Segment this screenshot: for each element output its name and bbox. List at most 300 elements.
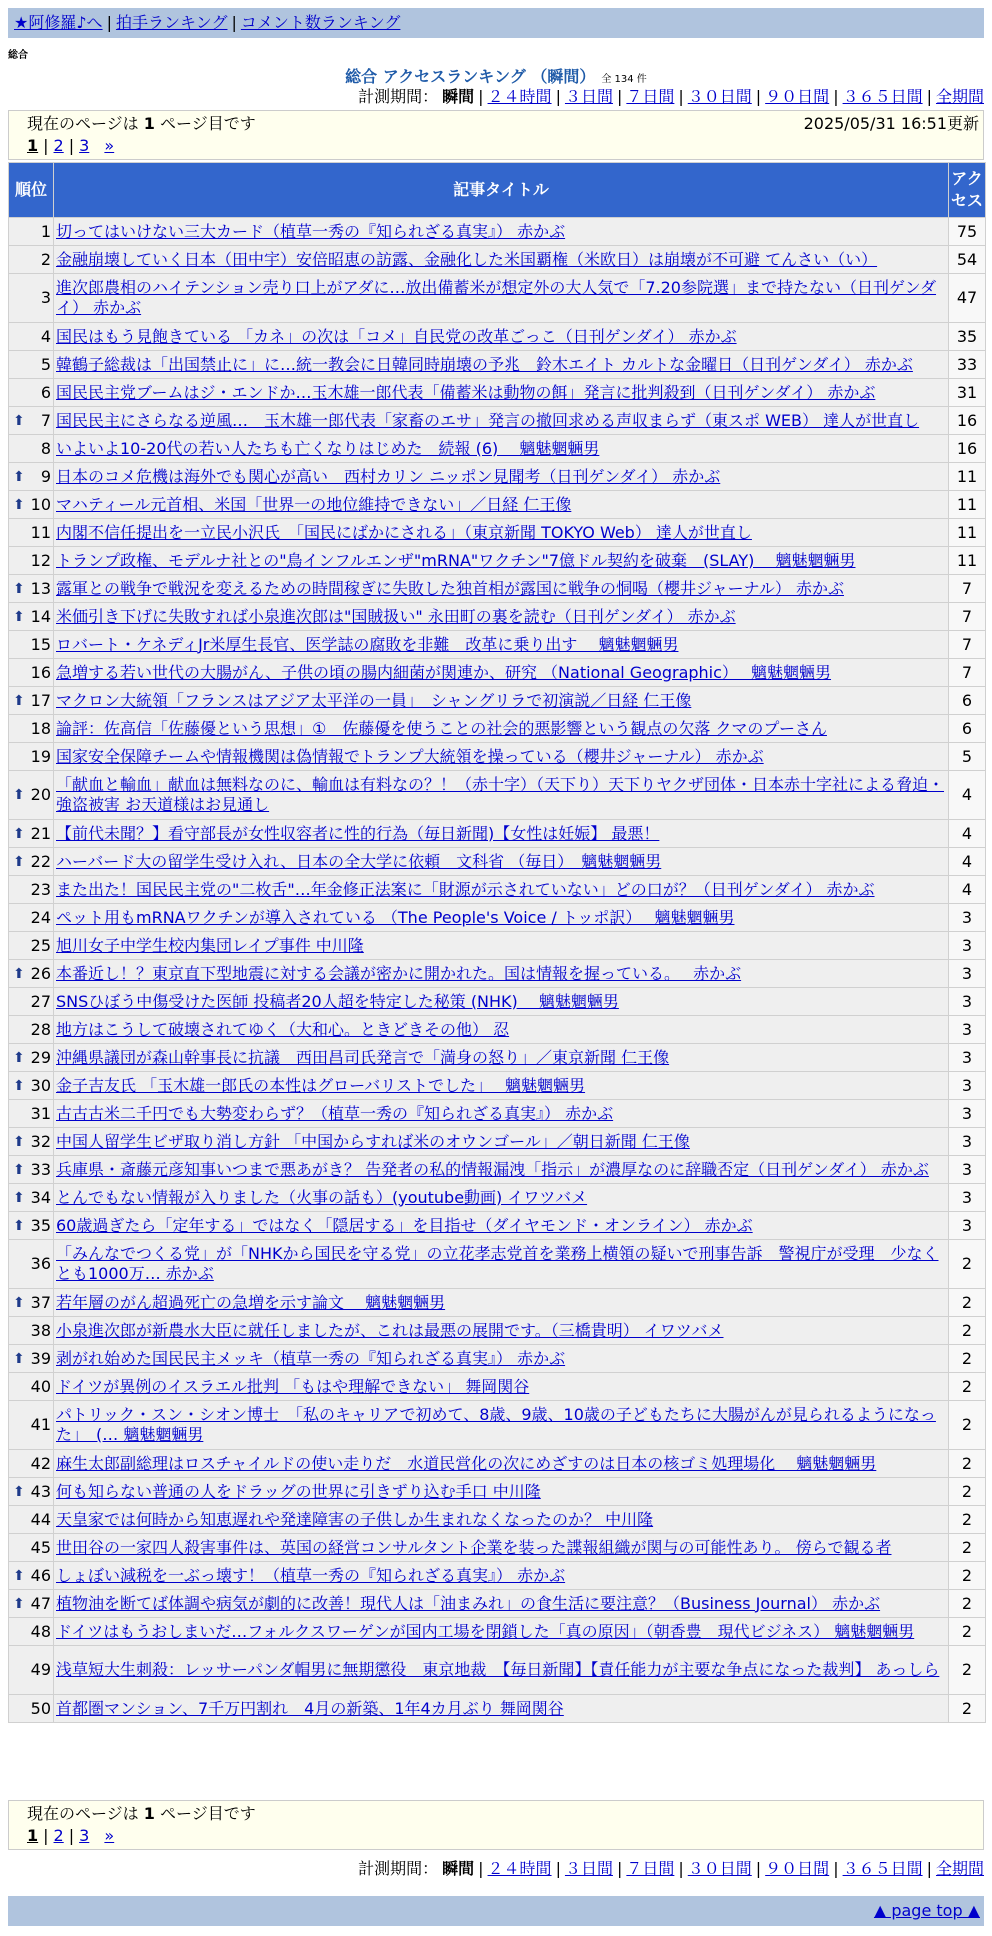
- pager-link-2[interactable]: 2: [53, 136, 64, 155]
- rank-cell: [9, 463, 53, 490]
- article-link[interactable]: 露軍との戦争で戦況を変えるための時間稼ぎに失敗した独首相が露国に戦争の恫喝（櫻井ジャーナル） 赤かぶ: [56, 578, 844, 598]
- page-info-top: [8, 110, 984, 160]
- rank-number: 25: [30, 935, 51, 955]
- article-link[interactable]: 論評：佐高信「佐藤優という思想」① 佐藤優を使うことの社会的悪影響という観点の欠落 クマのプーさん: [56, 718, 827, 738]
- nav-link-comment-ranking[interactable]: コメント数ランキング: [240, 13, 401, 32]
- access-count: 6: [949, 687, 985, 714]
- access-count: 2: [949, 1450, 985, 1477]
- rank-up-arrow-icon: ⬆: [13, 1077, 25, 1094]
- access-count: 2: [949, 1478, 985, 1505]
- access-count: 3: [949, 1044, 985, 1071]
- title-cell: [54, 379, 948, 406]
- rank-number: 43: [30, 1481, 51, 1501]
- table-row: [9, 379, 985, 406]
- rank-number: 6: [40, 382, 51, 402]
- rank-cell: [9, 274, 53, 322]
- article-link[interactable]: ドイツはもうおしまいだ…フォルクスワーゲンが国内工場を閉鎖した「真の原因」（朝香豊 現代ビジネス） 魑魅魍魎男: [56, 1621, 915, 1641]
- rank-up-arrow-icon: ⬆: [13, 1161, 25, 1178]
- rank-cell: [9, 575, 53, 602]
- period-link-3d[interactable]: ３日間: [564, 1859, 613, 1878]
- title-cell: [54, 848, 948, 875]
- title-cell: [54, 1562, 948, 1589]
- rank-number: 40: [30, 1376, 51, 1396]
- rank-number: 3: [40, 288, 51, 307]
- title-cell: [54, 1618, 948, 1645]
- article-link[interactable]: 剥がれ始めた国民民主メッキ（植草一秀の『知られざる真実』） 赤かぶ: [56, 1348, 566, 1368]
- rank-cell: [9, 876, 53, 903]
- rank-cell: [9, 1401, 53, 1449]
- article-link[interactable]: 国家安全保障チームや情報機関は偽情報でトランプ大統領を操っている（櫻井ジャーナル） 赤かぶ: [56, 746, 764, 766]
- rank-number: 14: [30, 606, 51, 626]
- access-count: 2: [949, 1618, 985, 1645]
- title-cell: [54, 1695, 948, 1722]
- access-count: 3: [949, 1184, 985, 1211]
- rank-number: 35: [30, 1215, 51, 1235]
- table-row: [9, 323, 985, 350]
- rank-up-arrow-icon: ⬆: [13, 580, 25, 597]
- table-row: [9, 631, 985, 658]
- period-link-365d[interactable]: ３６５日間: [842, 1859, 923, 1878]
- pager-next[interactable]: »: [104, 136, 115, 155]
- rank-number: 13: [30, 578, 51, 598]
- rank-number: 26: [30, 963, 51, 983]
- rank-up-arrow-icon: ⬆: [13, 692, 25, 709]
- article-link[interactable]: 植物油を断てば体調や病気が劇的に改善！現代人は「油まみれ」の食生活に要注意？（Business Journal） 赤かぶ: [56, 1593, 881, 1613]
- table-row: [9, 1184, 985, 1211]
- rank-number: 5: [40, 354, 51, 374]
- period-selector-bottom: 計測期間： 瞬間 | ２４時間 | ３日間 | ７日間 | ３０日間 | ９０日間 | ３６５日間 | 全期間: [358, 1859, 984, 1878]
- rank-cell: [9, 1478, 53, 1505]
- table-row: [9, 960, 985, 987]
- access-count: 3: [949, 1016, 985, 1043]
- title-cell: [54, 904, 948, 931]
- rank-cell: [9, 1590, 53, 1617]
- access-count: 2: [949, 1240, 985, 1288]
- table-row: [9, 274, 985, 322]
- table-row: [9, 1072, 985, 1099]
- article-link[interactable]: パトリック・スン・シオン博士 「私のキャリアで初めて、8歳、9歳、10歳の子どもたちに大腸がんが見られるようになった」 (… 魑魅魍魎男: [56, 1405, 936, 1444]
- rank-cell: [9, 1534, 53, 1561]
- rank-number: 32: [30, 1131, 51, 1151]
- access-count: 54: [949, 246, 985, 273]
- table-row: [9, 1044, 985, 1071]
- access-count: 2: [949, 1562, 985, 1589]
- period-link-365d[interactable]: ３６５日間: [842, 87, 923, 106]
- access-count: 33: [949, 351, 985, 378]
- rank-cell: [9, 1695, 53, 1722]
- table-row: [9, 771, 985, 819]
- pager-link-1[interactable]: 1: [27, 136, 39, 155]
- access-count: 11: [949, 463, 985, 490]
- ranking-heading: [0, 64, 992, 87]
- rank-cell: [9, 1618, 53, 1645]
- rank-number: 38: [30, 1320, 51, 1340]
- article-link[interactable]: 世田谷の一家四人殺害事件は、英国の経営コンサルタント企業を装った諜報組織が関与の可能性あり。 傍らで観る者: [56, 1537, 892, 1557]
- rank-cell: [9, 687, 53, 714]
- rank-number: 28: [30, 1019, 51, 1039]
- total-count: 全 134 件: [601, 74, 647, 85]
- access-count: 3: [949, 988, 985, 1015]
- table-row: [9, 407, 985, 434]
- period-link-7d[interactable]: ７日間: [626, 87, 675, 106]
- header-title: 記事タイトル: [54, 163, 948, 217]
- title-cell: [54, 1478, 948, 1505]
- access-count: 3: [949, 1212, 985, 1239]
- rank-up-arrow-icon: ⬆: [13, 468, 25, 485]
- table-row: [9, 1128, 985, 1155]
- rank-number: 49: [30, 1660, 51, 1679]
- updated-timestamp: 2025/05/31 16:51更新: [803, 114, 979, 133]
- article-link[interactable]: 金融崩壊していく日本（田中宇）安倍昭恵の訪露、金融化した米国覇権（米欧日）は崩壊が不可避 てんさい（い）: [56, 249, 878, 269]
- table-row: [9, 876, 985, 903]
- rank-number: 21: [30, 823, 51, 843]
- title-cell: [54, 1373, 948, 1400]
- table-row: [9, 1289, 985, 1316]
- table-row: [9, 1317, 985, 1344]
- rank-cell: [9, 603, 53, 630]
- title-cell: [54, 659, 948, 686]
- top-nav-bar: [8, 8, 984, 38]
- access-count: 3: [949, 1072, 985, 1099]
- rank-cell: [9, 519, 53, 546]
- title-cell: [54, 1240, 948, 1288]
- rank-cell: [9, 246, 53, 273]
- table-row: [9, 547, 985, 574]
- rank-cell: [9, 1506, 53, 1533]
- table-row: [9, 659, 985, 686]
- rank-cell: [9, 932, 53, 959]
- rank-number: 50: [30, 1698, 51, 1718]
- table-row: [9, 351, 985, 378]
- access-count: 16: [949, 435, 985, 462]
- access-count: 3: [949, 1128, 985, 1155]
- rank-cell: [9, 659, 53, 686]
- rank-number: 47: [30, 1593, 51, 1613]
- title-cell: [54, 491, 948, 518]
- article-link[interactable]: 米価引き下げに失敗すれば小泉進次郎は"国賊扱い" 永田町の裏を読む（日刊ゲンダイ） 赤かぶ: [56, 606, 736, 626]
- access-count: 2: [949, 1289, 985, 1316]
- article-link[interactable]: 小泉進次郎が新農水大臣に就任しましたが、これは最悪の展開です。（三橋貴明） イワツバメ: [56, 1320, 724, 1340]
- rank-number: 22: [30, 851, 51, 871]
- current-page-text: 現在のページは 1 ページ目です: [27, 1804, 256, 1823]
- rank-number: 27: [30, 991, 51, 1011]
- article-link[interactable]: 【前代未聞？】看守部長が女性収容者に性的行為（毎日新聞)【女性は妊娠】 最悪！: [56, 823, 660, 843]
- rank-cell: [9, 743, 53, 770]
- rank-up-arrow-icon: ⬆: [13, 1567, 25, 1584]
- ranking-body: [9, 218, 985, 1722]
- period-link-30d[interactable]: ３０日間: [687, 87, 752, 106]
- header-rank: 順位: [9, 163, 53, 217]
- table-row: [9, 519, 985, 546]
- rank-up-arrow-icon: ⬆: [13, 1595, 25, 1612]
- rank-cell: [9, 1289, 53, 1316]
- article-link[interactable]: 地方はこうして破壊されてゆく（大和心。ときどきその他） 忍: [56, 1019, 510, 1039]
- access-count: 3: [949, 960, 985, 987]
- rank-cell: [9, 1100, 53, 1127]
- article-link[interactable]: 首都圏マンション、7千万円割れ 4月の新築、1年4カ月ぶり 舞岡関谷: [56, 1698, 564, 1718]
- access-count: 2: [949, 1401, 985, 1449]
- rank-cell: [9, 435, 53, 462]
- table-row: [9, 463, 985, 490]
- access-count: 6: [949, 715, 985, 742]
- access-count: 3: [949, 904, 985, 931]
- article-link[interactable]: 「みんなでつくる党」が「NHKから国民を守る党」の立花孝志党首を業務上横領の疑いで刑事告訴 警視庁が受理 少なくとも1000万… 赤かぶ: [56, 1244, 939, 1283]
- rank-cell: [9, 1184, 53, 1211]
- access-count: 11: [949, 519, 985, 546]
- pager-link-1[interactable]: 1: [27, 1826, 39, 1845]
- title-cell: [54, 988, 948, 1015]
- rank-cell: [9, 904, 53, 931]
- article-link[interactable]: 進次郎農相のハイテンション売り口上がアダに…放出備蓄米が想定外の大人気で「7.20参院選」まで持たない（日刊ゲンダイ） 赤かぶ: [56, 278, 937, 317]
- rank-cell: [9, 1450, 53, 1477]
- title-cell: [54, 1072, 948, 1099]
- rank-cell: [9, 218, 53, 245]
- pager-bottom: 1 | 2 | 3 »: [27, 1826, 115, 1845]
- rank-number: 29: [30, 1047, 51, 1067]
- article-link[interactable]: 沖縄県議団が森山幹事長に抗議 西田昌司氏発言で「満身の怒り」／東京新聞 仁王像: [56, 1047, 670, 1067]
- article-link[interactable]: 本番近し！？東京直下型地震に対する会議が密かに開かれた。国は情報を握っている。 赤かぶ: [56, 963, 742, 983]
- access-count: 16: [949, 407, 985, 434]
- period-current: 瞬間: [442, 1859, 475, 1878]
- title-cell: [54, 1506, 948, 1533]
- article-link[interactable]: 60歳過ぎたら「定年する」ではなく「隠居する」を目指せ（ダイヤモンド・オンライン） 赤かぶ: [56, 1215, 753, 1235]
- article-link[interactable]: ペット用もmRNAワクチンが導入されている （The People's Voice / トッポ訳） 魑魅魍魎男: [56, 907, 735, 927]
- rank-number: 7: [40, 410, 51, 430]
- rank-cell: [9, 1240, 53, 1288]
- access-count: 2: [949, 1646, 985, 1694]
- period-link-all[interactable]: 全期間: [935, 1859, 984, 1878]
- title-cell: [54, 743, 948, 770]
- title-cell: [54, 1534, 948, 1561]
- access-count: 2: [949, 1534, 985, 1561]
- table-row: [9, 1240, 985, 1288]
- access-count: 7: [949, 575, 985, 602]
- access-count: 75: [949, 218, 985, 245]
- article-link[interactable]: 国民はもう見飽きている 「カネ」の次は「コメ」自民党の改革ごっこ（日刊ゲンダイ） 赤かぶ: [56, 326, 737, 346]
- access-count: 47: [949, 274, 985, 322]
- rank-cell: [9, 1212, 53, 1239]
- article-link[interactable]: 切ってはいけない三大カード（植草一秀の『知られざる真実』） 赤かぶ: [56, 221, 566, 241]
- title-cell: [54, 1100, 948, 1127]
- rank-cell: [9, 1373, 53, 1400]
- title-cell: [54, 1646, 948, 1694]
- article-link[interactable]: 古古古米二千円でも大勢変わらず？（植草一秀の『知られざる真実』） 赤かぶ: [56, 1103, 614, 1123]
- article-link[interactable]: マハティール元首相、米国「世界一の地位維持できない」／日経 仁王像: [56, 494, 572, 514]
- bottom-bar: [8, 1896, 984, 1926]
- rank-cell: [9, 631, 53, 658]
- rank-number: 23: [30, 879, 51, 899]
- page-info-bottom: [8, 1800, 984, 1850]
- rank-number: 18: [30, 718, 51, 738]
- article-link[interactable]: 何も知らない普通の人をドラッグの世界に引きずり込む手口 中川隆: [56, 1481, 541, 1501]
- period-link-30d[interactable]: ３０日間: [687, 1859, 752, 1878]
- table-row: [9, 1506, 985, 1533]
- article-link[interactable]: 麻生太郎副総理はロスチャイルドの使い走りだ 水道民営化の次にめざすのは日本の核ゴミ処理場化 魑魅魍魎男: [56, 1453, 877, 1473]
- table-row: [9, 1590, 985, 1617]
- rank-up-arrow-icon: ⬆: [13, 1217, 25, 1234]
- access-count: 7: [949, 603, 985, 630]
- article-link[interactable]: 日本のコメ危機は海外でも関心が高い 西村カリン ニッポン見聞考（日刊ゲンダイ） 赤かぶ: [56, 466, 721, 486]
- table-row: [9, 1646, 985, 1694]
- title-cell: [54, 932, 948, 959]
- title-cell: [54, 323, 948, 350]
- table-row: [9, 848, 985, 875]
- rank-cell: [9, 1016, 53, 1043]
- table-row: [9, 1562, 985, 1589]
- article-link[interactable]: 若年層のがん超過死亡の急増を示す論文 魑魅魍魎男: [56, 1292, 446, 1312]
- table-row: [9, 1100, 985, 1127]
- access-count: 4: [949, 848, 985, 875]
- pager-next[interactable]: »: [104, 1826, 115, 1845]
- period-label: 計測期間：: [358, 1859, 439, 1878]
- pager-link-3[interactable]: 3: [79, 136, 90, 155]
- period-link-7d[interactable]: ７日間: [626, 1859, 675, 1878]
- rank-cell: [9, 1345, 53, 1372]
- ranking-table: [8, 162, 986, 1723]
- rank-cell: [9, 848, 53, 875]
- access-count: 4: [949, 820, 985, 847]
- pager-link-3[interactable]: 3: [79, 1826, 90, 1845]
- rank-number: 24: [30, 907, 51, 927]
- nav-link-applause-ranking[interactable]: 拍手ランキング: [115, 13, 228, 32]
- rank-number: 2: [40, 249, 51, 269]
- article-link[interactable]: 中国人留学生ビザ取り消し方針 「中国からすれば米のオウンゴール」／朝日新聞 仁王像: [56, 1131, 690, 1151]
- title-cell: [54, 820, 948, 847]
- article-link[interactable]: トランプ政権、モデルナ社との"鳥インフルエンザ"mRNA"ワクチン"7億ドル契約を破棄 (SLAY) 魑魅魍魎男: [56, 550, 856, 570]
- period-link-90d[interactable]: ９０日間: [765, 1859, 830, 1878]
- table-row: [9, 1450, 985, 1477]
- rank-number: 34: [30, 1187, 51, 1207]
- article-link[interactable]: 金子吉友氏 「玉木雄一郎氏の本性はグローバリストでした」 魑魅魍魎男: [56, 1075, 586, 1095]
- period-link-24h[interactable]: ２４時間: [487, 1859, 552, 1878]
- rank-number: 12: [30, 550, 51, 570]
- access-count: 4: [949, 771, 985, 819]
- nav-link-asyura[interactable]: ★阿修羅♪へ: [14, 13, 103, 32]
- rank-number: 4: [40, 326, 51, 346]
- rank-cell: [9, 1044, 53, 1071]
- title-cell: [54, 876, 948, 903]
- rank-cell: [9, 1128, 53, 1155]
- rank-cell: [9, 988, 53, 1015]
- rank-number: 16: [30, 662, 51, 682]
- rank-up-arrow-icon: ⬆: [13, 787, 25, 803]
- article-link[interactable]: SNSひぼう中傷受けた医師 投稿者20人超を特定した秘策 (NHK) 魑魅魍魎男: [56, 991, 619, 1011]
- table-row: [9, 246, 985, 273]
- access-count: 4: [949, 876, 985, 903]
- rank-number: 20: [30, 785, 51, 804]
- category-label: 総合: [8, 50, 28, 61]
- table-row: [9, 1016, 985, 1043]
- access-count: 7: [949, 631, 985, 658]
- article-link[interactable]: また出た！国民民主党の"二枚舌"…年金修正法案に「財源が示されていない」どの口が？（日刊ゲンダイ） 赤かぶ: [56, 879, 875, 899]
- table-row: [9, 820, 985, 847]
- title-cell: [54, 603, 948, 630]
- article-link[interactable]: 兵庫県・斎藤元彦知事いつまで悪あがき？ 告発者の私的情報漏洩「指示」が濃厚なのに辞職否定（日刊ゲンダイ） 赤かぶ: [56, 1159, 929, 1179]
- access-count: 5: [949, 743, 985, 770]
- rank-number: 45: [30, 1537, 51, 1557]
- title-cell: [54, 274, 948, 322]
- article-link[interactable]: ハーバード大の留学生受け入れ、日本の全大学に依頼 文科省 （毎日） 魑魅魍魎男: [56, 851, 662, 871]
- period-link-3d[interactable]: ３日間: [564, 87, 613, 106]
- article-link[interactable]: 国民民主党ブームはジ・エンドか…玉木雄一郎代表「備蓄米は動物の餌」発言に批判殺到（日刊ゲンダイ） 赤かぶ: [56, 382, 876, 402]
- period-label: 計測期間：: [358, 87, 439, 106]
- article-link[interactable]: 旭川女子中学生校内集団レイプ事件 中川隆: [56, 935, 364, 955]
- article-link[interactable]: 内閣不信任提出を一立民小沢氏 「国民にばかにされる」（東京新聞 TOKYO Web） 達人が世直し: [56, 522, 752, 542]
- rank-up-arrow-icon: ⬆: [13, 1350, 25, 1367]
- access-count: 3: [949, 932, 985, 959]
- access-count: 3: [949, 1100, 985, 1127]
- article-link[interactable]: マクロン大統領「フランスはアジア太平洋の一員」 シャングリラで初演説／日経 仁王像: [56, 690, 692, 710]
- rank-number: 44: [30, 1509, 51, 1529]
- table-row: [9, 1373, 985, 1400]
- title-cell: [54, 547, 948, 574]
- page-title: 総合 アクセスランキング （瞬間）: [345, 67, 596, 86]
- title-cell: [54, 1289, 948, 1316]
- rank-up-arrow-icon: ⬆: [13, 1483, 25, 1500]
- title-cell: [54, 575, 948, 602]
- rank-cell: [9, 771, 53, 819]
- table-row: [9, 743, 985, 770]
- article-link[interactable]: 天皇家では何時から知恵遅れや発達障害の子供しか生まれなくなったのか？ 中川隆: [56, 1509, 654, 1529]
- table-row: [9, 218, 985, 245]
- article-link[interactable]: 国民民主にさらなる逆風… 玉木雄一郎代表「家畜のエサ」発言の撤回求める声収まらず（東スポ WEB） 達人が世直し: [56, 410, 920, 430]
- rank-cell: [9, 1317, 53, 1344]
- nav-separator: |: [231, 13, 237, 32]
- period-link-24h[interactable]: ２４時間: [487, 87, 552, 106]
- article-link[interactable]: 浅草短大生刺殺：レッサーパンダ帽男に無期懲役 東京地裁 【毎日新聞】【責任能力が主要な争点になった裁判】 あっしら: [56, 1660, 940, 1679]
- period-link-all[interactable]: 全期間: [935, 87, 984, 106]
- access-count: 11: [949, 491, 985, 518]
- article-link[interactable]: とんでもない情報が入りました（火事の話も）(youtube動画) イワツバメ: [56, 1187, 588, 1207]
- rank-number: 37: [30, 1292, 51, 1312]
- rank-number: 48: [30, 1621, 51, 1641]
- rank-number: 19: [30, 746, 51, 766]
- rank-cell: [9, 379, 53, 406]
- page-top-link[interactable]: ▲ page top ▲: [873, 1901, 980, 1920]
- article-link[interactable]: 「献血と輸血」献血は無料なのに、輸血は有料なの？！（赤十字）（天下り）天下りヤクザ団体・日本赤十字社による脅迫・強盗被害 お天道様はお見通し: [56, 775, 945, 814]
- rank-number: 39: [30, 1348, 51, 1368]
- article-link[interactable]: ドイツが異例のイスラエル批判 「もはや理解できない」 舞岡関谷: [56, 1376, 530, 1396]
- rank-number: 30: [30, 1075, 51, 1095]
- access-count: 7: [949, 659, 985, 686]
- article-link[interactable]: しょぼい減税を一ぶっ壊す！（植草一秀の『知られざる真実』） 赤かぶ: [56, 1565, 566, 1585]
- period-link-90d[interactable]: ９０日間: [765, 87, 830, 106]
- title-cell: [54, 1401, 948, 1449]
- table-row: [9, 1212, 985, 1239]
- rank-up-arrow-icon: ⬆: [13, 608, 25, 625]
- pager-link-2[interactable]: 2: [53, 1826, 64, 1845]
- rank-number: 42: [30, 1453, 51, 1473]
- article-link[interactable]: 韓鶴子総裁は「出国禁止に」に…統一教会に日韓同時崩壊の予兆 鈴木エイト カルトな金曜日（日刊ゲンダイ） 赤かぶ: [56, 354, 913, 374]
- title-cell: [54, 771, 948, 819]
- title-cell: [54, 960, 948, 987]
- rank-up-arrow-icon: ⬆: [13, 853, 25, 870]
- title-cell: [54, 631, 948, 658]
- article-link[interactable]: 急増する若い世代の大腸がん、子供の頃の腸内細菌が関連か、研究 （National Geographic） 魑魅魍魎男: [56, 662, 832, 682]
- rank-up-arrow-icon: ⬆: [13, 496, 25, 513]
- table-row: [9, 603, 985, 630]
- access-count: 2: [949, 1373, 985, 1400]
- title-cell: [54, 1212, 948, 1239]
- title-cell: [54, 1044, 948, 1071]
- title-cell: [54, 1590, 948, 1617]
- access-count: 31: [949, 379, 985, 406]
- rank-number: 8: [40, 438, 51, 458]
- rank-up-arrow-icon: ⬆: [13, 412, 25, 429]
- table-row: [9, 1345, 985, 1372]
- article-link[interactable]: ロバート・ケネディJr米厚生長官、医学誌の腐敗を非難 改革に乗り出す 魑魅魍魎男: [56, 634, 679, 654]
- article-link[interactable]: いよいよ10-20代の若い人たちも亡くなりはじめた 続報 (6) 魑魅魍魎男: [56, 438, 600, 458]
